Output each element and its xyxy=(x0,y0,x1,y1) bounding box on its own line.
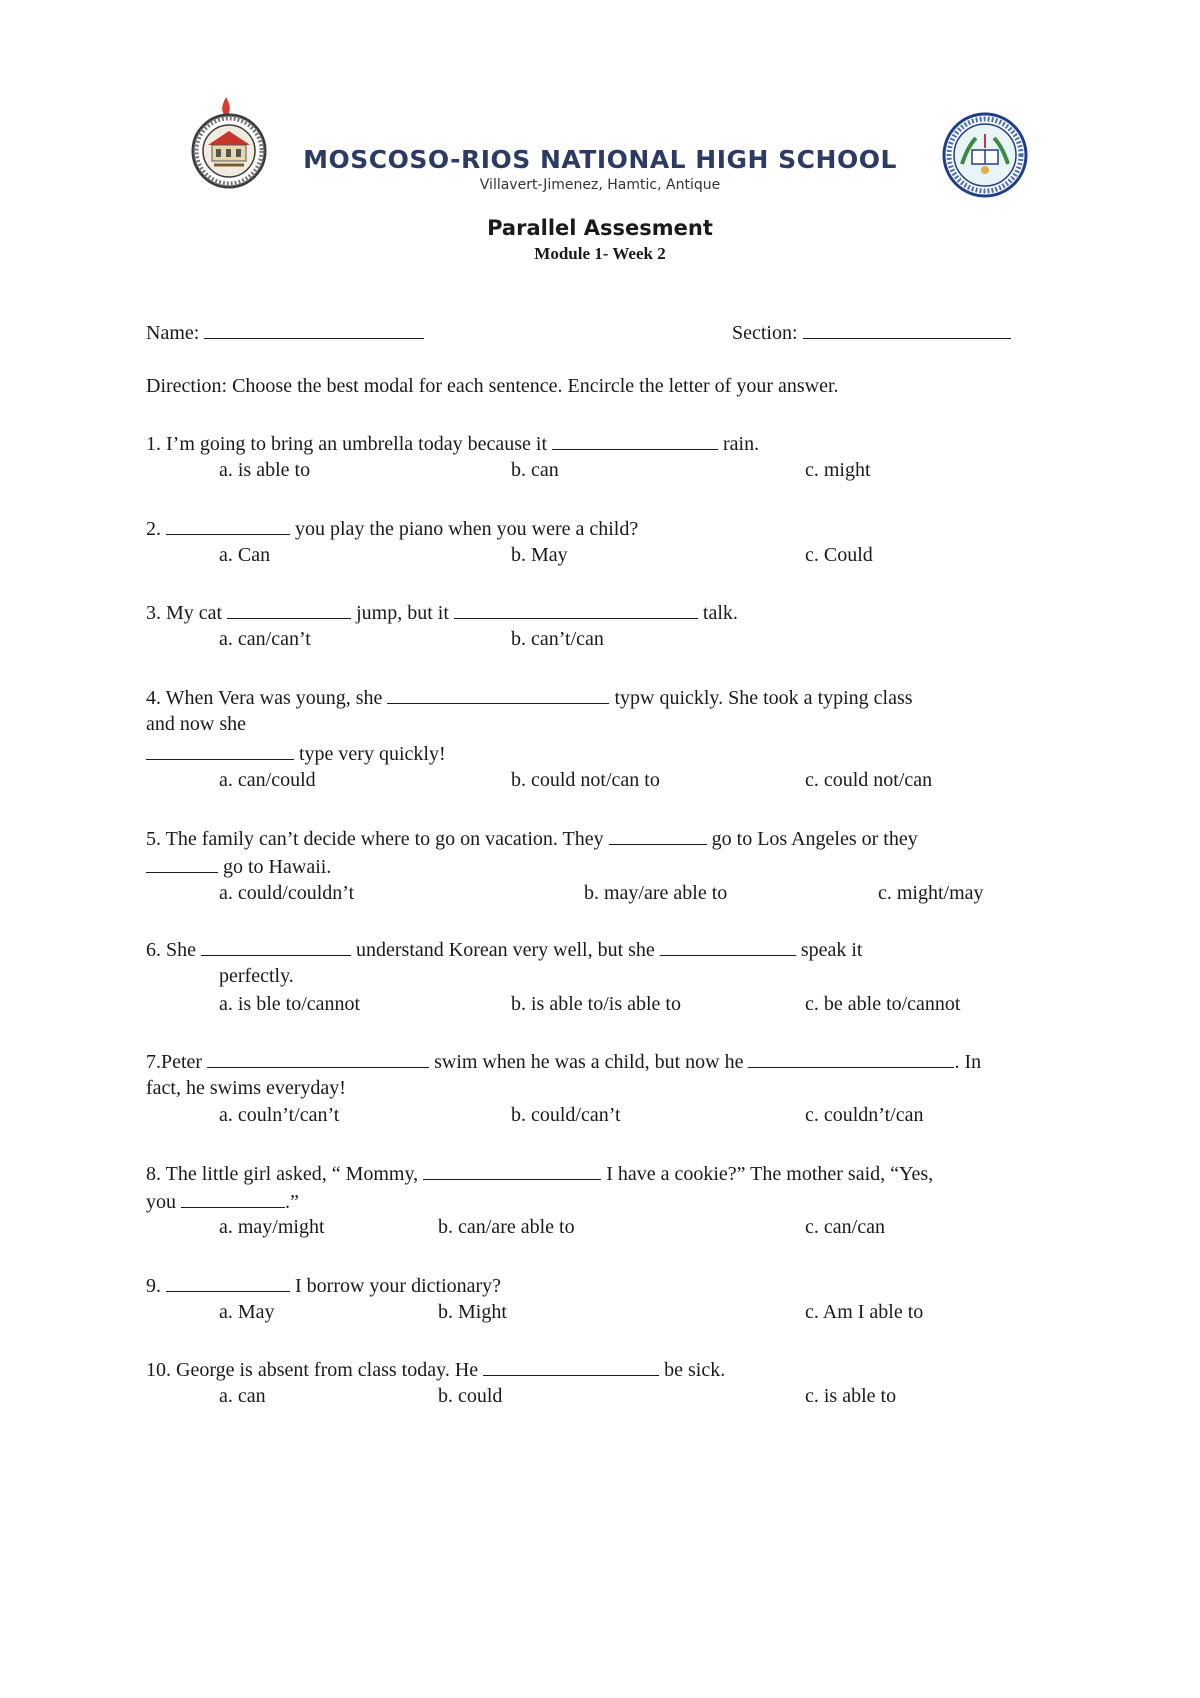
option-2b[interactable]: b. May xyxy=(511,544,568,566)
option-10c[interactable]: c. is able to xyxy=(805,1385,897,1407)
option-10b[interactable]: b. could xyxy=(438,1385,503,1407)
question-text: 4. When Vera was young, she xyxy=(146,687,388,709)
option-9c[interactable]: c. Am I able to xyxy=(805,1301,924,1323)
question-8 xyxy=(146,1161,933,1186)
question-7-line-2: fact, he swims everyday! xyxy=(146,1077,346,1099)
answer-blank[interactable] xyxy=(166,1273,290,1292)
answer-blank[interactable] xyxy=(748,1049,954,1068)
question-9 xyxy=(146,1273,501,1298)
school-name: MOSCOSO-RIOS NATIONAL HIGH SCHOOL xyxy=(303,145,897,174)
question-10 xyxy=(146,1357,725,1382)
question-text: you play the piano when you were a child? xyxy=(290,518,639,540)
question-text: 6. She xyxy=(146,939,201,961)
question-2 xyxy=(146,516,638,541)
name-label: Name: xyxy=(146,322,200,344)
option-8a[interactable]: a. may/might xyxy=(219,1216,325,1238)
option-9b[interactable]: b. Might xyxy=(438,1301,507,1323)
question-text: typw quickly. She took a typing class xyxy=(609,687,913,709)
option-6c[interactable]: c. be able to/cannot xyxy=(805,993,961,1015)
question-text: 8. The little girl asked, “ Mommy, xyxy=(146,1163,424,1185)
question-text: I have a cookie?” The mother said, “Yes, xyxy=(601,1163,934,1185)
option-1c[interactable]: c. might xyxy=(805,459,871,481)
option-6b[interactable]: b. is able to/is able to xyxy=(511,993,681,1015)
option-8b[interactable]: b. can/are able to xyxy=(438,1216,575,1238)
direction-text: Direction: Choose the best modal for each sentence. Encircle the letter of your answer. xyxy=(146,375,839,397)
question-6 xyxy=(146,937,862,962)
school-address: Villavert-Jimenez, Hamtic, Antique xyxy=(479,177,721,193)
question-text: 3. My cat xyxy=(146,602,228,624)
question-5-line-2 xyxy=(146,854,331,879)
document-title: Parallel Assesment xyxy=(487,216,713,240)
option-6a[interactable]: a. is ble to/cannot xyxy=(219,993,361,1015)
question-text: type very quickly! xyxy=(294,743,446,765)
answer-blank[interactable] xyxy=(660,937,796,956)
question-4-line-3 xyxy=(146,741,446,766)
question-4 xyxy=(146,685,913,710)
option-4a[interactable]: a. can/could xyxy=(219,769,316,791)
answer-blank[interactable] xyxy=(227,600,351,619)
option-5b[interactable]: b. may/are able to xyxy=(584,882,728,904)
question-text: 2. xyxy=(146,518,166,540)
section-field xyxy=(732,320,1011,345)
answer-blank[interactable] xyxy=(423,1161,601,1180)
question-6-line-2: perfectly. xyxy=(219,965,294,987)
option-5c[interactable]: c. might/may xyxy=(878,882,984,904)
question-text: you xyxy=(146,1191,181,1213)
question-3 xyxy=(146,600,738,625)
answer-blank[interactable] xyxy=(181,1189,285,1208)
option-8c[interactable]: c. can/can xyxy=(805,1216,885,1238)
answer-blank[interactable] xyxy=(207,1049,429,1068)
option-7a[interactable]: a. couln’t/can’t xyxy=(219,1104,340,1126)
question-text: be sick. xyxy=(659,1359,726,1381)
answer-blank[interactable] xyxy=(201,937,351,956)
document-subtitle: Module 1- Week 2 xyxy=(534,244,666,263)
answer-blank[interactable] xyxy=(387,685,609,704)
name-blank[interactable] xyxy=(204,320,424,339)
option-7b[interactable]: b. could/can’t xyxy=(511,1104,621,1126)
question-1 xyxy=(146,431,759,456)
answer-blank[interactable] xyxy=(166,516,290,535)
answer-blank[interactable] xyxy=(454,600,698,619)
answer-blank[interactable] xyxy=(609,826,707,845)
option-3a[interactable]: a. can/can’t xyxy=(219,628,311,650)
question-text: 9. xyxy=(146,1275,166,1297)
question-text: talk. xyxy=(697,602,738,624)
question-text: 1. I’m going to bring an umbrella today because it xyxy=(146,433,553,455)
question-text: rain. xyxy=(718,433,760,455)
question-text: . In xyxy=(954,1051,982,1073)
option-2c[interactable]: c. Could xyxy=(805,544,873,566)
question-text: I borrow your dictionary? xyxy=(290,1275,502,1297)
question-text: .” xyxy=(285,1191,299,1213)
question-text: 7.Peter xyxy=(146,1051,208,1073)
question-8-line-2 xyxy=(146,1189,299,1214)
option-9a[interactable]: a. May xyxy=(219,1301,275,1323)
question-text: 10. George is absent from class today. He xyxy=(146,1359,484,1381)
question-5 xyxy=(146,826,918,851)
answer-blank[interactable] xyxy=(552,431,718,450)
question-7 xyxy=(146,1049,981,1074)
question-text: 5. The family can’t decide where to go on vacation. They xyxy=(146,828,609,850)
option-10a[interactable]: a. can xyxy=(219,1385,266,1407)
option-5a[interactable]: a. could/couldn’t xyxy=(219,882,355,904)
answer-blank[interactable] xyxy=(146,741,294,760)
question-text: go to Hawaii. xyxy=(218,856,332,878)
question-4-line-2: and now she xyxy=(146,713,246,735)
answer-blank[interactable] xyxy=(483,1357,659,1376)
option-4b[interactable]: b. could not/can to xyxy=(511,769,660,791)
option-1a[interactable]: a. is able to xyxy=(219,459,311,481)
option-2a[interactable]: a. Can xyxy=(219,544,271,566)
option-4c[interactable]: c. could not/can xyxy=(805,769,933,791)
question-text: understand Korean very well, but she xyxy=(351,939,660,961)
name-field xyxy=(146,320,424,345)
question-text: speak it xyxy=(795,939,863,961)
question-text: go to Los Angeles or they xyxy=(706,828,918,850)
question-text: jump, but it xyxy=(351,602,454,624)
section-label: Section: xyxy=(732,322,798,344)
option-1b[interactable]: b. can xyxy=(511,459,559,481)
section-blank[interactable] xyxy=(803,320,1011,339)
option-3b[interactable]: b. can’t/can xyxy=(511,628,604,650)
option-7c[interactable]: c. couldn’t/can xyxy=(805,1104,924,1126)
answer-blank[interactable] xyxy=(146,854,218,873)
question-text: swim when he was a child, but now he xyxy=(429,1051,749,1073)
